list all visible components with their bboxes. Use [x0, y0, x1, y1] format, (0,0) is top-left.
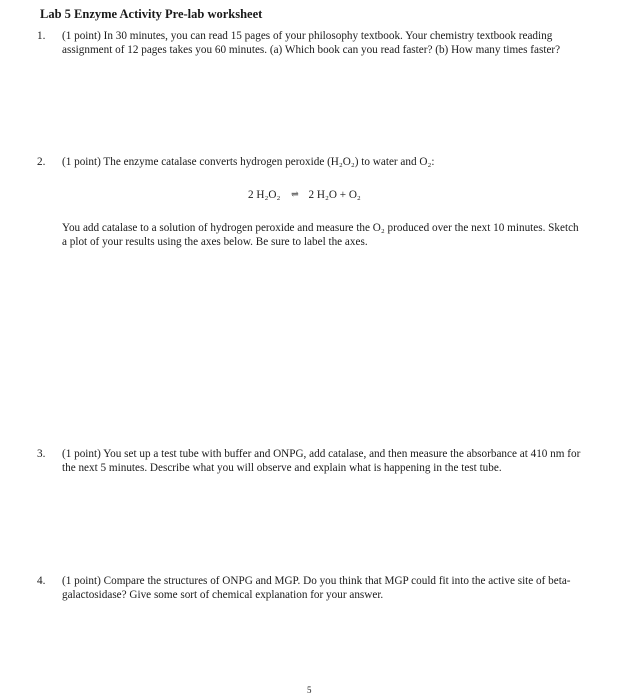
- reaction-equation: [248, 189, 361, 201]
- question-text: (1 point) In 30 minutes, you can read 15 pages of your philosophy textbook. Your chemistry textbook reading assignment of 12 pages takes you 60 minutes. (a) Which book can you read faster? (b) How many times faster?: [62, 30, 561, 56]
- question-number: 2.: [37, 156, 46, 168]
- question-2: [37, 155, 582, 169]
- question-2-followup: [62, 221, 582, 249]
- question-text: (1 point) The enzyme catalase converts hydrogen peroxide (H₂O₂) to water and O₂:: [62, 156, 435, 168]
- question-number: 4.: [37, 575, 46, 587]
- equilibrium-arrow-icon: ⇌: [291, 189, 299, 199]
- equation-products: 2 H₂O + O₂: [308, 189, 361, 201]
- question-number: 3.: [37, 448, 46, 460]
- question-text: (1 point) Compare the structures of ONPG and MGP. Do you think that MGP could fit into the active site of beta-galactosidase? Give some sort of chemical explanation for your answer.: [62, 575, 571, 601]
- question-number: 1.: [37, 30, 46, 42]
- worksheet-title: Lab 5 Enzyme Activity Pre-lab worksheet: [40, 7, 263, 21]
- page-number: 5: [307, 685, 312, 695]
- equation-reactant: 2 H₂O₂: [248, 189, 281, 201]
- question-3: [37, 447, 582, 475]
- question-text: (1 point) You set up a test tube with buffer and ONPG, add catalase, and then measure the absorbance at 410 nm for the next 5 minutes. Describe what you will observe and explain what is happening in the test tube.: [62, 448, 581, 474]
- question-4: [37, 574, 582, 602]
- question-followup-text: You add catalase to a solution of hydrogen peroxide and measure the O₂ produced over the next 10 minutes. Sketch a plot of your results using the axes below. Be sure to label the axes.: [62, 222, 579, 248]
- question-1: [37, 29, 582, 57]
